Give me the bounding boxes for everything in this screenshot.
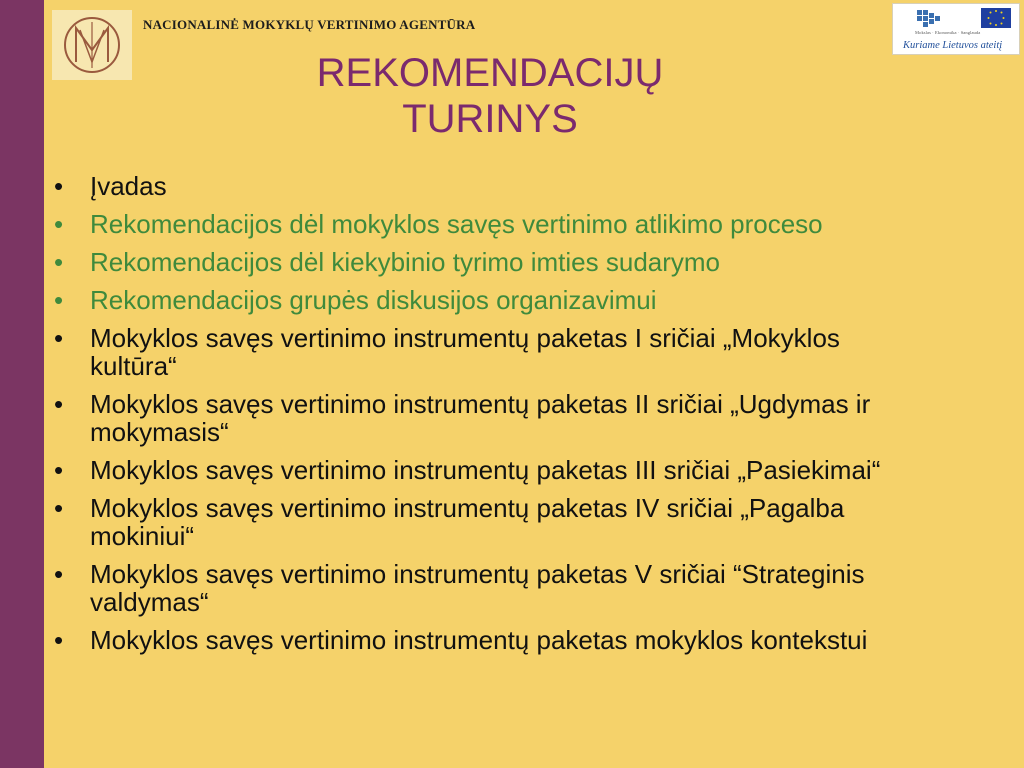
bullet-icon: • xyxy=(54,285,64,315)
eu-small-text: Mokslas · Ekonomika · Sanglauda xyxy=(915,30,981,35)
contents-list xyxy=(50,172,910,664)
list-item-text: Rekomendacijos dėl kiekybinio tyrimo imties sudarymo xyxy=(90,247,721,277)
list-item xyxy=(50,456,910,484)
list-item-text: Mokyklos savęs vertinimo instrumentų paketas II sričiai „Ugdymas ir mokymasis“ xyxy=(90,389,871,447)
agency-monogram-icon xyxy=(52,10,132,80)
list-item xyxy=(50,172,910,200)
list-item-text: Rekomendacijos dėl mokyklos savęs vertinimo atlikimo proceso xyxy=(90,209,823,239)
list-item xyxy=(50,248,910,276)
list-item xyxy=(50,390,910,446)
bullet-icon: • xyxy=(54,389,64,419)
bullet-icon: • xyxy=(54,209,64,239)
list-item xyxy=(50,626,910,654)
list-item xyxy=(50,560,910,616)
slide-title-line-1: REKOMENDACIJŲ xyxy=(316,51,664,95)
eu-structural-funds-logo xyxy=(892,3,1020,55)
slide-title-line-2: TURINYS xyxy=(402,97,578,141)
list-item-text: Įvadas xyxy=(90,171,167,201)
list-item-text: Mokyklos savęs vertinimo instrumentų paketas mokyklos kontekstui xyxy=(90,625,868,655)
list-item xyxy=(50,324,910,380)
eu-slogan: Kuriame Lietuvos ateitį xyxy=(903,40,1003,51)
bullet-icon: • xyxy=(54,493,64,523)
list-item-text: Mokyklos savęs vertinimo instrumentų paketas III sričiai „Pasiekimai“ xyxy=(90,455,881,485)
bullet-icon: • xyxy=(54,559,64,589)
list-item xyxy=(50,494,910,550)
list-item-text: Mokyklos savęs vertinimo instrumentų paketas IV sričiai „Pagalba mokiniui“ xyxy=(90,493,845,551)
agency-logo xyxy=(52,10,132,80)
bullet-icon: • xyxy=(54,247,64,277)
list-item-text: Mokyklos savęs vertinimo instrumentų paketas I sričiai „Mokyklos kultūra“ xyxy=(90,323,840,381)
bullet-icon: • xyxy=(54,171,64,201)
list-item-text: Rekomendacijos grupės diskusijos organizavimui xyxy=(90,285,657,315)
bullet-icon: • xyxy=(54,455,64,485)
left-accent-bar xyxy=(0,0,44,768)
slide-title xyxy=(290,50,690,142)
list-item-text: Mokyklos savęs vertinimo instrumentų paketas V sričiai “Strateginis valdymas“ xyxy=(90,559,865,617)
list-item xyxy=(50,210,910,238)
list-item xyxy=(50,286,910,314)
agency-name: NACIONALINĖ MOKYKLŲ VERTINIMO AGENTŪRA xyxy=(143,17,476,32)
bullet-icon: • xyxy=(54,323,64,353)
bullet-icon: • xyxy=(54,625,64,655)
